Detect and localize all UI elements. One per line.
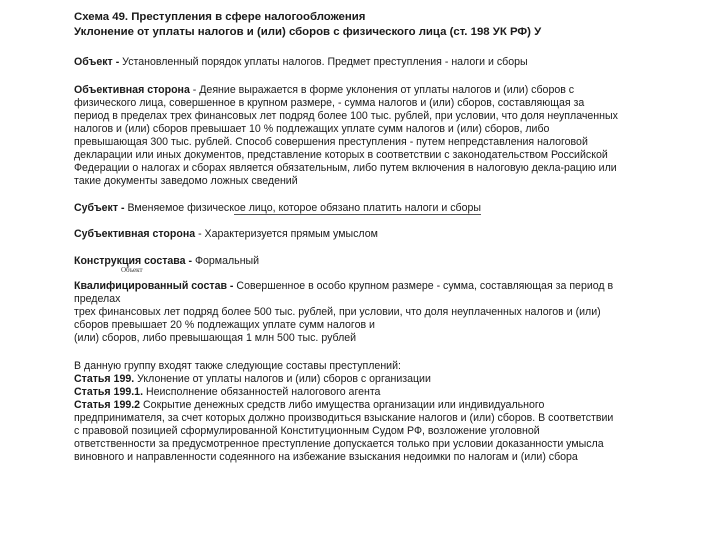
group-line: ответственности за предусмотренное преступление допускается только при условии доказанности умысла — [74, 438, 604, 450]
objective-side-line: превышающая 300 тыс. рублей. Способ совершения преступления - путем непредставления налоговой — [74, 136, 588, 148]
article-text: Сокрытие денежных средств либо имущества организации или индивидуального — [140, 399, 545, 411]
article-label: Статья 199.1. — [74, 386, 144, 398]
subject-paragraph — [74, 202, 654, 215]
qualified-line: трех финансовых лет подряд более 500 тыс. рублей, при условии, что доля неуплаченных налогов и (или) — [74, 306, 601, 318]
title-line-2: Уклонение от уплаты налогов и (или) сборов с физического лица (ст. 198 УК РФ) У — [74, 26, 542, 38]
object-label: Объект - — [74, 56, 120, 68]
qualified-line: сборов превышает 20 % подлежащих уплате сумм налогов и — [74, 319, 375, 331]
objective-side-line: декларации или иных документов, представление которых в соответствии с законодательством Российской — [74, 149, 608, 161]
subject-label: Субъект - — [74, 202, 125, 214]
qualified-line: пределах — [74, 293, 121, 305]
title-line-1: Схема 49. Преступления в сфере налогообложения — [74, 11, 366, 23]
objective-side-paragraph — [74, 84, 654, 188]
construction-label: Конструкция состава - — [74, 255, 193, 267]
group-line: виновного и направленности содеянного на избежание взыскания недоимки по налогам и (или) сбора — [74, 451, 578, 463]
article-text: Уклонение от уплаты налогов и (или) сборов с организации — [134, 373, 431, 385]
objective-side-text: - Деяние выражается в форме уклонения от уплаты налогов и (или) сборов с — [189, 84, 575, 96]
qualified-text: Совершенное в особо крупном размере - сумма, составляющая за период в — [233, 280, 614, 292]
subject-text: Вменяемое физическ — [124, 202, 234, 214]
subject-text-underlined: ое лицо, которое обязано платить налоги и сборы — [233, 202, 482, 214]
article-item — [74, 386, 654, 399]
objective-side-line: физического лица, совершенное в крупном размере, - сумма налогов и (или) сборов, составляющая за — [74, 97, 585, 109]
object-text: Установленный порядок уплаты налогов. Предмет преступления - налоги и сборы — [119, 56, 528, 68]
article-item — [74, 373, 654, 386]
qualified-line: (или) сборов, либо превышающая 1 млн 500 тыс. рублей — [74, 332, 357, 344]
objective-side-label: Объективная сторона — [74, 84, 190, 96]
group-paragraph — [74, 360, 654, 464]
group-line: с правовой позицией сформулированной Конституционным Судом РФ, возложение уголовной — [74, 425, 540, 437]
objective-side-line: налогов и (или) сборов превышает 10 % подлежащих уплате сумм налогов и (или) сборов, либо — [74, 123, 550, 135]
subjective-side-label: Субъективная сторона — [74, 228, 196, 240]
article-label: Статья 199.2 — [74, 399, 141, 411]
subjective-side-paragraph — [74, 228, 654, 241]
objective-side-line: такие документы заведомо ложных сведений — [74, 175, 298, 187]
construction-paragraph — [74, 255, 654, 274]
construction-small-label: Объект — [121, 266, 143, 274]
object-paragraph — [74, 56, 654, 69]
subjective-side-text: - Характеризуется прямым умыслом — [195, 228, 378, 240]
construction-text: Формальный — [192, 255, 260, 267]
title-block — [74, 10, 654, 40]
article-text: Неисполнение обязанностей налогового агента — [143, 386, 381, 398]
objective-side-line: период в пределах трех финансовых лет подряд более 100 тыс. рублей, при условии, что доля неуплаченных — [74, 110, 618, 122]
group-intro: В данную группу входят также следующие составы преступлений: — [74, 360, 401, 372]
article-item — [74, 399, 654, 412]
qualified-paragraph — [74, 280, 654, 345]
qualified-label: Квалифицированный состав - — [74, 280, 234, 292]
objective-side-line: Федерации о налогах и сборах является обязательным, либо путем включения в налоговую декла-рацию или — [74, 162, 617, 174]
article-label: Статья 199. — [74, 373, 135, 385]
group-line: предпринимателя, за счет которых должно производиться взыскание налогов и (или) сборов. В соответствии — [74, 412, 614, 424]
